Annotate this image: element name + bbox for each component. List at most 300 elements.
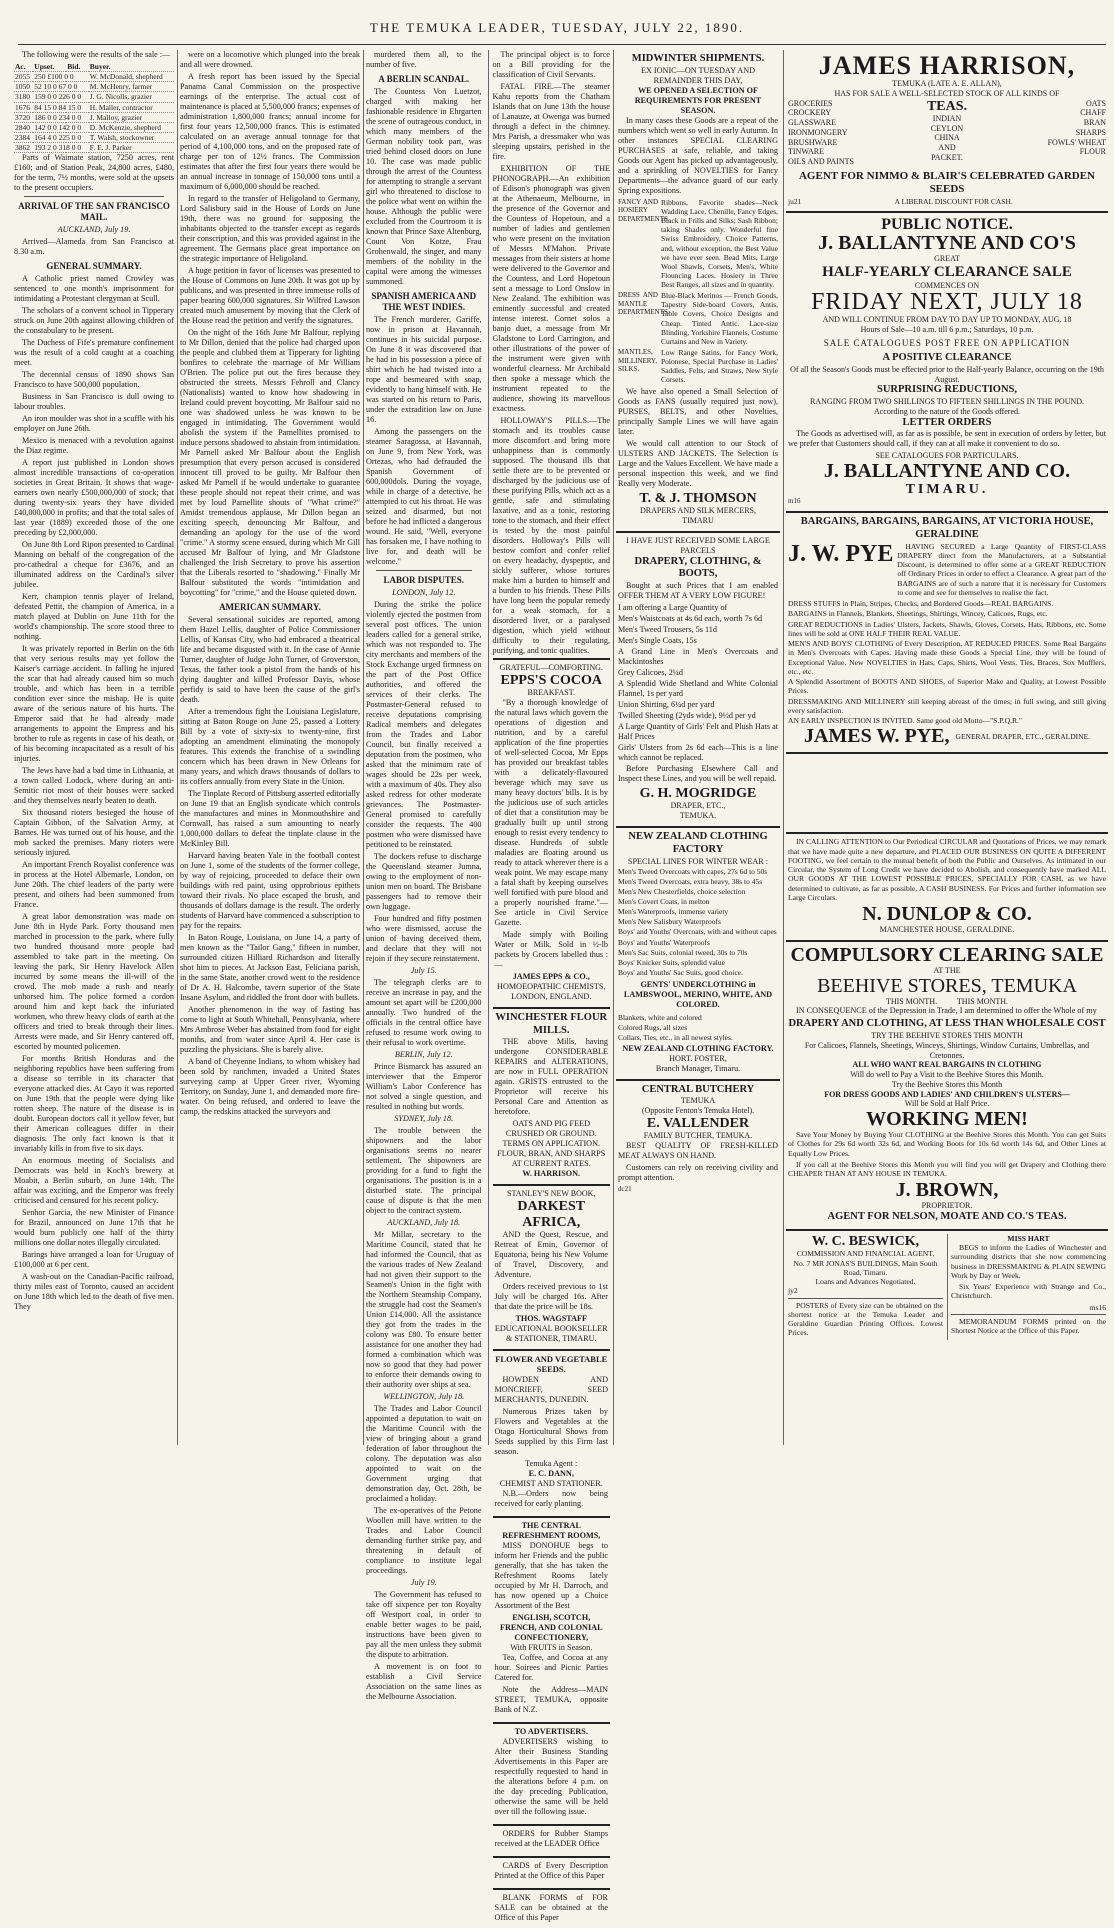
paragraph: The Trades and Labor Council appointed a deputation to wait on the Maritime Council with the view of bringing about a grand federation of labor throughout the colony. The deputation was also appointed to wait on the Government urging that demonstration day, Oct. 28th, be proclaimed a holiday. (366, 1403, 482, 1503)
list-item: CHINA (934, 133, 960, 143)
ad-code: dc21 (618, 1184, 632, 1193)
ad-line: TIMARU. (905, 482, 989, 498)
rubber-stamps-ad (493, 1824, 610, 1854)
product-grid (788, 99, 1106, 167)
ad-body: In many cases these Goods are a repeat of the numbers which went so well in early Autumn. In other instances SPECIAL CLEARING PURCHASES at safe, reliable, and taking Goods our Agent has picked up advantageously, and a sprinkling of NOVELTIES for Fancy Departments—the advance guard of our early Spring expositions. (618, 115, 778, 195)
paragraph: were on a locomotive which plunged into the break and all were drowned. (180, 50, 360, 69)
paragraph: In regard to the transfer of Heligoland to Germany, Lord Salisbury said in the House of Lords on June 19th, there was no ground for supposing the inhabitants objected to the transfer except as regards their conscription, and this was provided against in the agreement. The Germans place great importance on the strategic importance of Heligoland. (180, 194, 360, 263)
paragraph: An enormous meeting of Socialists and Democrats was held in Koch's brewery at Moabit, a Berlin suburb, on June 14th. The affair was exciting, and the Emperor was freely criticised and censured for his recent policy. (14, 1156, 174, 1206)
cell: F. E. J. Parker (89, 143, 174, 153)
list-item: A Splendid Assortment of BOOTS AND SHOES, of Superior Make and Quality, at Lowest Possible Prices. (788, 677, 1106, 696)
divider (376, 570, 472, 571)
ad-line: THIS MONTH. THIS MONTH. (885, 996, 1009, 1006)
list-item: Men's New Salisbury Waterproofs (618, 917, 721, 927)
cell: 193 2 0 318 0 0 (33, 143, 88, 153)
paragraph: Barings have arranged a loan for Uruguay of £100,000 at 6 per cent. (14, 1250, 174, 1270)
ad-line: FOR DRESS GOODS AND LADIES' AND CHILDREN'S ULSTERS— (824, 1089, 1070, 1099)
list-item: Men's Single Coats, 15s (618, 636, 697, 646)
paragraph: A wash-out on the Canadian-Pacific railroad, thirty miles east of Toronto, caused an accident on June 18th which led to the death of five men. They (14, 1272, 174, 1312)
ad-line: Hours of Sale—10 a.m. till 6 p.m.; Saturdays, 10 p.m. (860, 325, 1034, 335)
list-item: CROCKERY (788, 108, 832, 118)
list-item: AN EARLY INSPECTION IS INVITED. Same good old Motto—"S.P.Q.R." (788, 716, 1023, 726)
ad-name: J. BROWN, (895, 1179, 999, 1202)
list-item: A Large Quantity of Girls' Felt and Plush Hats at Half Prices (618, 722, 778, 742)
ad-title: FLOWER AND VEGETABLE SEEDS. (495, 1354, 608, 1375)
ad-title: BARGAINS, BARGAINS, BARGAINS, AT VICTORIA HOUSE, GERALDINE (800, 516, 1094, 540)
list-item: AND (938, 143, 956, 153)
ad-subtitle: BREAKFAST. (527, 688, 575, 698)
midwinter-shipments-ad (616, 50, 780, 529)
ad-body: IN CALLING ATTENTION to Our Periodical CIRCULAR and Quotations of Prices, we may remark that we have made quite a new departure, and PLACED OUR BUSINESS ON QUITE A DIFFERENT FOOTING, we feel certain to the mutual benefit of both the Public and Ourselves. As intimated in our Circular, the System of Long Credit we have decided to Abolish, and consequently have marked ALL OUR GOODS AT THE LOWEST POSSIBLE PRICES, SPECIALLY FOR CASH, as we have determined to cultivate, as far as possible, A CASH BUSINESS. For Prices and further information see Large Circulars. (788, 837, 1106, 902)
ad-title: WORKING MEN! (866, 1108, 1028, 1131)
ad-title: CENTRAL BUTCHERY (641, 1083, 755, 1095)
table-row (14, 143, 174, 153)
table-header: Ac. (14, 62, 33, 72)
ad-line: With FRUITS in Season. (510, 1642, 593, 1652)
paragraph: The Duchess of Fife's premature confinement was the result of a cold caught at a coaching meet. (14, 338, 174, 368)
paragraph: The dockers refuse to discharge the Queensland steamer Jumna, owing to the employment of non-union men on board. The Brisbane passengers had to remove their own luggage. (366, 851, 482, 911)
ad-tagline: STANLEY'S NEW BOOK, (507, 1189, 596, 1199)
list-item: A Splendid Wide Shetland and White Colonial Flannel, 1s per yard (618, 679, 778, 699)
paragraph: The Countess Von Luetzot, charged with making her fashionable residence in Ehrgarten the scene of outrageous conduct, in which many members of the German nobility took part, was tried behind closed doors on June 10. The case was made public through the arrest of the Countess for attempting to strangle a servant girl who threatened to disclose to the police what went on within the house. Although the public were excluded from the Courtroom it is known that Prince Saxe Altenburg, Count Von Kotze, Frau Grohenwald, the singer, and many members of the nobility in the capital were among the witnesses summoned. (366, 86, 482, 286)
paragraph: A movement is on foot to establish a Civil Service Association on the same lines as the Melbourne Association. (366, 1661, 482, 1701)
department-label: MANTLES, MILLINERY, SILKS. (618, 348, 657, 374)
nz-clothing-factory-ad (616, 826, 780, 1077)
ad-body: Customers can rely on receiving civility and prompt attention. (618, 1162, 778, 1182)
ad-body: "By a thorough knowledge of the natural laws which govern the operations of digestion and nutrition, and by a careful application of the fine properties of well-selected Cocoa, Mr Epps has provided our breakfast tables with a delicately-flavoured beverage which may save us many heavy doctors' bills. It is by the judicious use of such articles of diet that a constitution may be gradually built up until strong enough to resist every tendency to disease. Hundreds of subtle maladies are floating around us ready to attack wherever there is a weak point. We may escape many a fatal shaft by keeping ourselves well fortified with pure blood and a properly nourished frame."—See article in Civil Service Gazette. (494, 697, 608, 927)
seeds-ad (493, 1349, 610, 1514)
cell: J. G. Nicolls, grazier (89, 92, 174, 102)
ad-title: TO ADVERTISERS. (514, 1726, 588, 1736)
ad-name: E. VALLENDER (646, 1115, 750, 1131)
ad-title: N. DUNLOP & CO. (862, 903, 1032, 926)
list-item: Boys' and Youths' Overcoats, with and without capes (618, 927, 777, 937)
victoria-house-ad (786, 511, 1108, 750)
ad-body: Tea, Coffee, and Cocoa at any hour. Soirees and Picnic Parties Catered for. (494, 1652, 608, 1682)
paragraph: A Catholic priest named Crowley was sentenced to one month's imprisonment for intimidating a Protestant clergyman at Scull. (14, 274, 174, 304)
ad-body: MISS DONOHUE begs to inform her Friends and the public generally, that she has taken the Refreshment Rooms lately occupied by Mr H. Darroch, and has now opened up a Choice Assortment of the Best (494, 1540, 608, 1610)
list-item: Twilled Sheeting (2yds wide), 9½d per yd (618, 711, 756, 721)
list-item: Girls' Ulsters from 2s 6d each—This is a line which cannot be replaced. (618, 743, 778, 763)
ad-body: CARDS of Every Description Printed at the Office of this Paper (494, 1860, 608, 1880)
column-divider (177, 50, 178, 1445)
table-row (14, 102, 174, 112)
ad-title: DRAPERY, CLOTHING, & BOOTS, (634, 555, 762, 580)
department-label: FANCY AND HOSIERY DEPARTMENTS. (618, 197, 670, 223)
cell: 1676 (14, 102, 33, 112)
ad-line: Will be Sold at Half Price. (904, 1099, 990, 1109)
cell: 84 15 0 84 15 0 (33, 102, 88, 112)
paragraph: In Baton Rouge, Louisiana, on June 14, a party of men known as the "Tailor Gang," fifteen in number, surrounded citizen Hilliard Richardson and literally shot him to pieces. At Jackson East, Feliciana parish, in the same State, another crowd went to the residence of Dr A. H. Halcombe, tavern superior of the State Insane Asylum, and riddled the front door with bullets. (180, 932, 360, 1002)
paragraph: FATAL FIRE.—The steamer Kahu reports from the Chatham Islands that on June 13th the house of Lanauze, at Owenga was burned through a defect in the chimney. Mrs Parish, a dressmaker who was sleeping upstairs, perished in the fire. (492, 82, 610, 161)
ad-title: AFRICA, (522, 1214, 581, 1230)
column-3a (366, 50, 482, 1701)
paragraph: Prince Bismarck has assured an interviewer that the Emperor William's Labor Conference has not solved a single question, and resulted in nothing but words. (366, 1061, 482, 1111)
table-header-row (14, 62, 174, 72)
ad-line: AND WILL CONTINUE FROM DAY TO DAY UP TO MONDAY, AUG. 18 (822, 315, 1072, 325)
ad-sign: W. HARRISON. (522, 1169, 581, 1179)
table-row (14, 112, 174, 122)
ad-line: TIMARU (682, 515, 714, 525)
cell: 3180 (14, 92, 33, 102)
list-item: Boys' and Youths' Waterproofs (618, 937, 710, 947)
ad-line: OATS AND PIG FEED CRUSHED OR GROUND. (505, 1119, 597, 1139)
ad-body: ORDERS for Rubber Stamps received at the LEADER Office (494, 1828, 608, 1848)
ad-line: PROPRIETOR. (921, 1201, 973, 1211)
paragraph: A report just published in London shows almost incredible transactions of co-operation societies in Great Britain. It shows that wage-earners own nearly £500,000,000 of stock; that during twenty-six years they have divided £40,000,000 in profits; and that the total sales of last year (1889) exceeded those of the one preceding by £2,000,000. (14, 458, 174, 538)
paragraph: Mr Millar, secretary to the Maritime Council, stated that he had informed the Council, that as the various trades of New Zealand had not given their support to the Seamen's Union in the fight with the Northern Steamship Company, the struggle had cost the Seamen's Union £14,000. All the assistance they got from the trades in the colony was £80. To ensure better assistance for one another they had formed a combination which was now so good that they had power to enforce their demands owing to their authority over ships at sea. (366, 1229, 482, 1389)
blank-space (786, 752, 1108, 830)
ad-title: J. BALLANTYNE AND CO'S (818, 232, 1076, 255)
list-item: DRESSMAKING AND MILLINERY still keeping abreast of the times; in full swing, and still giving every satisfaction. (788, 696, 1106, 715)
list-item: SHARPS (1075, 127, 1106, 137)
department-text: Low Range Satins, for Fancy Work, Polonese, Special Purchase in Ladies' Saddles, Felts, and Straws, New Style Corsets. (661, 348, 778, 385)
ad-body: Made simply with Boiling Water or Milk. Sold in ½-lb packets by Grocers labelled thus :— (494, 929, 608, 969)
ad-sign: THOS. WAGSTAFF (515, 1314, 588, 1324)
ad-title: G. H. MOGRIDGE (639, 786, 757, 802)
table-row (14, 122, 174, 132)
ad-line: Try the Beehive Stores this Month (891, 1079, 1003, 1089)
ad-title: EPPS'S COCOA (500, 672, 603, 688)
ad-line: Will do well to Pay a Visit to the Beehive Stores this Month. (850, 1070, 1044, 1080)
cell: 2840 (14, 122, 33, 132)
dunlop-ad (786, 832, 1108, 938)
ad-title: JAMES HARRISON, (818, 51, 1076, 80)
ad-line: HAS FOR SALE A WELL-SELECTED STOCK OF ALL KINDS OF (834, 88, 1060, 98)
column-4 (616, 50, 780, 1445)
column-divider (613, 50, 614, 1445)
list-item: Men's Tweed Overcoats with capes, 27s 6d to 50s (618, 866, 768, 876)
ad-line: SPECIAL LINES FOR WINTER WEAR : (627, 856, 769, 866)
sale-intro: The following were the results of the sale :— (22, 50, 171, 59)
article-heading: LABOR DISPUTES. (383, 574, 465, 585)
department-row (618, 348, 778, 385)
ad-sign: HORT. FOSTER, (669, 1053, 727, 1063)
masthead (0, 0, 1114, 46)
article-heading: AMERICAN SUMMARY. (219, 602, 321, 612)
ad-line: SALE CATALOGUES POST FREE ON APPLICATION (823, 337, 1071, 348)
table-header: Buyer. (89, 62, 174, 72)
ad-line: No. 7 MR JONAS'S BUILDINGS, Main South Road, Timaru. (793, 1258, 938, 1277)
column-2 (180, 50, 360, 1445)
ad-line: TRY THE BEEHIVE STORES THIS MONTH (871, 1031, 1023, 1041)
list-item: Collars, Ties, etc., in all newest styles. (618, 1033, 733, 1043)
list-item: DRESS STUFFS in Plain, Stripes, Checks, and Bordered Goods—REAL BARGAINS. (788, 599, 1054, 609)
paragraph: The ex-operatives of the Petone Woollen mill have written to the Trades and Labor Council demanding further strike pay, and threatening in default of compliance to institute legal proceedings. (366, 1505, 482, 1575)
list-item: Men's Covert Coats, in melton (618, 897, 710, 906)
paragraph: The scholars of a convent school in Tipperary struck on June 20th against allowing children of the constabulary to be present. (14, 306, 174, 336)
drapery-parcels-ad (616, 531, 780, 824)
list-item: Colored Rugs, all sizes (618, 1023, 688, 1033)
list-item: OATS (1085, 98, 1106, 108)
ad-line: (Opposite Fenton's Temuka Hotel). (641, 1106, 755, 1116)
ad-title: T. & J. THOMSON (639, 490, 757, 506)
cell: 164 4 0 225 0 0 (33, 132, 88, 142)
dateline: AUCKLAND, July 19. (57, 225, 131, 235)
list-item: Grey Calicoes, 2¼d (618, 668, 684, 678)
ad-title: AGENT FOR NIMMO & BLAIR'S CELEBRATED GARDEN SEEDS (798, 169, 1095, 196)
ad-firm: JAMES EPPS & CO., (512, 971, 590, 981)
refreshment-rooms-ad (493, 1516, 610, 1720)
list-item: Men's Sac Suits, colonial tweed, 30s to 70s (618, 947, 748, 957)
paragraph: The trouble between the shipowners and the labor organisations seems no nearer settlement. The shipowners are providing for a fund to fight the organisations. The position is in a disturbed state. The principal cause of dispute is that the men object to the contract system. (366, 1125, 482, 1215)
list-item: I am offering a Large Quantity of (618, 603, 728, 613)
list-item: CEYLON (930, 123, 964, 133)
list-item: FLOUR (1079, 147, 1106, 157)
ad-title: J. BALLANTYNE AND CO. (823, 460, 1071, 483)
list-item: Men's New Chesterfields, choice selection (618, 886, 746, 896)
ad-title: W. C. BESWICK, (811, 1233, 920, 1249)
paragraph: Senhor Garcia, the new Minister of Finance for Brazil, announced on June 17th that he would burn publicly one half of the thirty millions one dollar notes illegally circulated. (14, 1208, 174, 1248)
list-item: BRAN (1083, 118, 1106, 127)
column-5 (786, 50, 1108, 1445)
ad-line: FAMILY BUTCHER, TEMUKA. (643, 1131, 753, 1141)
ad-line: WE OPENED A SELECTION OF REQUIREMENTS FOR PRESENT SEASON. (634, 85, 762, 115)
ad-line: ALL WHO WANT REAL BARGAINS IN CLOTHING (852, 1060, 1042, 1070)
paragraph: After a tremendous fight the Louisiana Legislature, sitting at Baton Rouge on June 25, passed a Lottery Bill by a vote of sixty-six to twenty-nine, first adopting an amendment eliminating the monopoly features. This extends the franchise of a swindling concern which has been drawn in New Orleans for many years, and which draws thousands of dollars to its coffers annually from every State in the Union. (180, 706, 360, 786)
list-item: FOWLS' WHEAT (1047, 137, 1106, 147)
list-item: BRUSHWARE (788, 137, 838, 147)
flour-mills-ad (493, 1007, 610, 1183)
column-divider (363, 50, 364, 1445)
table-header: Bid. (66, 62, 89, 72)
ad-line: SEE CATALOGUES FOR PARTICULARS. (875, 451, 1019, 461)
paragraph: The Jews have had a bad time in Lithuania, at a town called Lodock, where during an anti-Semitic riot most of their houses were sacked and they themselves nearly beaten to death. (14, 766, 174, 806)
cell: 3862 (14, 143, 33, 153)
masthead-rule (18, 44, 1106, 45)
ad-subtitle: SURPRISING REDUCTIONS, (876, 384, 1018, 396)
ad-line: AT CURRENT RATES. (511, 1159, 591, 1169)
cell: 3720 (14, 112, 33, 122)
darkest-africa-ad (493, 1184, 610, 1347)
beehive-stores-ad (786, 940, 1108, 1227)
paragraph: The Government has refused to take off sixpence per ton Royalty off Westport coal, in order to enable better wages to be paid, instructions have been given to pay all the men unless they submit the dispute to arbitration. (366, 1589, 482, 1659)
ad-line: CHEMIST AND STATIONER. (499, 1478, 603, 1488)
ad-body: BEGS to inform the Ladies of Winchester and surrounding districts that she now commencing business in DRESSMAKING & PLAIN SEWING Work by Day or Week. (951, 1243, 1106, 1280)
cell: 52 10 0 67 0 0 (33, 82, 88, 92)
list-item: Union Shirting, 6¼d per yard (618, 700, 715, 710)
ad-line: DRAPERS AND SILK MERCERS, (639, 506, 757, 515)
ad-sign: Branch Manager, Timaru. (655, 1063, 741, 1073)
list-item: IRONMONGERY (788, 127, 848, 137)
cell: J. Malloy, grazier (89, 112, 174, 122)
ad-name: J. W. PYE (788, 540, 894, 567)
column-3b (488, 50, 610, 1922)
paragraph: A band of Cheyenne Indians, to whom whiskey had been sold by ranchmen, invaded a United States surveying camp at Upper Greer river, Wyoming Territory, on Sunday, June 1, and demanded more fire-water. On being refused, and ordered to leave the camp, the redskins attacked the surveyors and (180, 1056, 360, 1116)
paragraph: Mexico is menaced with a revolution against the Diaz regime. (14, 436, 174, 456)
list-item: BARGAINS in Flannels, Blankets, Sheetings, Shirtings, Wincey, Calicoes, Rugs, etc. (788, 609, 1048, 619)
list-item: GLASSWARE (788, 118, 837, 127)
dateline: LONDON, July 12. (392, 587, 456, 597)
dateline: July 15. (410, 965, 437, 975)
dateline: AUCKLAND, July 18. (387, 1217, 461, 1227)
ad-line: RANGING FROM TWO SHILLINGS TO FIFTEEN SHILLINGS IN THE POUND. (809, 397, 1085, 407)
advertisers-notice (493, 1722, 610, 1822)
paragraph: On the night of the 16th June Mr Balfour, replying to Mr Dillon, denied that the police had charged upon the people and clubbed them at Tipperary for lighting bonfires to celebrate the marriage of Mr William O'Brien. The police put out the fires because they obstructed the streets. Messrs Fehroll and Clancy (Nationalists) wanted to know how shadowing in Ireland could prevent boycotting. Mr Balfour said no one was shadowed unless he was known to be engaged in intimidating. The Government would abolish the system if the Parnellites promised to induce persons shadowed to abstain from intimidation. Mr Parnell asked Mr Balfour about the English presumption that every person accused is considered innocent till proved to be guilty. Mr Balfour then asked Mr Parnell if he would undertake to guarantee these people should not repeat their crime, and was met by loud Parnellite shouts of "What crime?" Amidst tremendous applause, Mr Dillon began an exciting speech, denouncing Mr Balfour, and demanding an apology for the use of the word "crime." A stormy scene ensued, during which Mr Gill accused Mr Balfour of lying, and Mr Gladstone challenged the Irish Secretary to prove his assertion that the Liberals resorted to "shadowing." Finally Mr Balfour substituted the words "intimidation and boycotting" for "crime," and the House quieted down. (180, 328, 360, 597)
ad-body: Note the Address—MAIN STREET, TEMUKA, opposite Bank of N.Z. (494, 1684, 608, 1714)
table-header: Upset. (33, 62, 66, 72)
list-item: Men's Waterproofs, immense variety (618, 907, 729, 917)
list-item: CHAFF (1080, 108, 1106, 118)
bottom-ads-row (786, 1229, 1108, 1343)
ad-body: Before Purchasing Elsewhere Call and Inspect these Lines, and you will be well repaid. (618, 764, 778, 784)
ad-body: Orders received previous to 1st July will be charged 16s. After that date the price will be 18s. (494, 1282, 608, 1312)
paragraph: murdered them all, to the number of five. (366, 50, 482, 69)
ad-title: BEEHIVE STORES, TEMUKA (817, 974, 1077, 997)
paragraph: HOLLOWAY'S PILLS.—The stomach and its troubles cause more discomfort and bring more unhappiness than is commonly supposed. The thousand ills that settle there are to be prevented or discharged by the judicious use of these purifying Pills, which act as a gentle, safe and stimulating laxative, and as a tonic, restoring tone to the stomach, and their effect is tested by the most painful disorders. Holloway's Pills will bestow comfort and confer relief on every headachy, dyspeptic, and sickly sufferer, whose tortures make him a burden to himself and a burden to his friends. These Pills have long been the popular remedy for a weak stomach, for a disordered liver, or a paralysed digestion, which yield without difficulty to their regulating, purifying, and tonic qualities. (492, 416, 610, 655)
paragraph: A fresh report has been issued by the Special Panama Canal Commission on the prospective earnings of the enterprise. The actual cost of maintenance is placed at 5,500,000 francs; expenses of administration 1,800,000 francs; annual income for first four years 12,500,000 francs. This is estimated calculated on an average annual tonnage for that period of 4,100,000 tons, and on the proposed rate of charge per ton of 12½ francs. The Commission estimates that after the first four years there would be an annual increase in tonnage of 150,000 tons until a maximum of 6,000,000 should be reached. (180, 72, 360, 191)
ad-line: Loans and Advances Negotiated. (815, 1277, 916, 1287)
ad-body: Six Years' Experience with Strange and Co., Christchurch. (951, 1282, 1106, 1301)
column-3 (366, 50, 610, 1922)
ad-sign: EDUCATIONAL BOOKSELLER & STATIONER, TIMARU. (494, 1324, 608, 1344)
ad-title: MISS HART (1007, 1233, 1050, 1243)
ad-body: HAVING SECURED a Large Quantity of FIRST-CLASS DRAPERY direct from the Manufacturers, at a Substantial Discount, is determined to offer some at a GREAT REDUCTION off Ordinary Prices in order to effect a Clearance. A great part of the BARGAINS are of such a nature that it is necessary for Customers to come and see for themselves to realise the fact. (897, 541, 1106, 597)
ad-body: If you call at the Beehive Stores this Month you will find you will get Drapery and Clothing there CHEAPER THAN AT ANY HOUSE IN TEMUKA. (788, 1159, 1106, 1179)
ad-line: NEW ZEALAND CLOTHING FACTORY. (622, 1043, 774, 1053)
ad-title: DARKEST (517, 1199, 586, 1215)
ad-line: MANCHESTER HOUSE, GERALDINE. (879, 925, 1015, 935)
list-item: A Grand Line in Men's Overcoats and Mackintoshes (618, 647, 778, 667)
ad-subtitle: DRAPERY AND CLOTHING, AT LESS THAN WHOLESALE COST (788, 1018, 1106, 1030)
paragraph: It was privately reported in Berlin on the 6th that very serious results may yet follow the Kaiser's carriage accident. In falling he injured the scar that had already caused him so much trouble, and which has been in a terrible condition ever since the mishap. He is quite aware of the serious nature of his hurts. The Emperor said that he had already made arrangements to appoint the Empress and his brother to rule as regents in case of his death, or of his becoming incapacitated as a result of his injuries. (14, 644, 174, 764)
ad-line: GENTS' UNDERCLOTHING in LAMBSWOOL, MERINO, WHITE, AND COLORED. (623, 980, 773, 1010)
ad-line: TEMUKA (LATE A. E. ALLAN), (892, 79, 1002, 88)
ad-line: ENGLISH, SCOTCH, FRENCH, AND COLONIAL CONFECTIONERY, (499, 1612, 603, 1642)
paragraph: EXHIBITION OF THE PHONOGRAPH.—An exhibition of Edison's phonograph was given at the Athenaeum, Melbourne, in the presence of the Governor and the Countess of Hopetoun, and a number of ladies and gentlemen who were present on the invitation of Messrs M'Mahon. Private messages from their sisters at home were delivered to the Governor and the Countess, and Lord Hopetoun sent a message to Lord Onslow in New Zealand. The exhibition was eminently successful and created intense interest. Cornet solos a banjo duet, a message from Mr Gladstone to Lord Carrington, and other illustrations of the power of the instrument were given with wonderful clearness. Mr Archibald then spoke a message which the instrument repeated to the audience, showing its marvellous exactness. (492, 164, 610, 413)
cell: 2055 (14, 72, 33, 82)
list-item: Boys' Knicker Suits, splendid value (618, 957, 725, 967)
article-heading: A BERLIN SCANDAL. (378, 74, 470, 84)
ad-body: IN CONSEQUENCE of the Depression in Trade, I am determined to offer the Whole of my (796, 1006, 1097, 1016)
ad-code: ju21 (788, 196, 802, 206)
ad-line: DRAPER, ETC., (670, 801, 726, 811)
paragraph: Four hundred and fifty postmen who were dismissed, accuse the union of having deceived them, and declare that they will not rejoin if they secure reinstatement. (366, 913, 482, 963)
cell: W. McDonald, shepherd (89, 72, 174, 82)
department-text: Blue-Black Merinos — French Goods, Tapestry Side-board Covers, Antis, Table Covers, Choice Designs and Cheap. Tinted Antic. Lace-size Blinding, Yorkshire Flannels, Costume Curtains and New in Variety. (661, 291, 778, 346)
ad-body: Numerous Prizes taken by Flowers and Vegetables at the Otago Horticultural Shows from Seeds supplied by this Firm last season. (494, 1406, 608, 1456)
paragraph: For months British Honduras and the neighboring republics have been suffering from a disease so terrible in its character that everyone attacked dies. At Cayo it was reported on June 19th that the people were dying like rotten sheep. The nature of the disease is in doubt. European doctors call it yellow fever, but their American colleagues differ in their diagnosis. The only fact known is that it invariably kills in from five to six days. (14, 1054, 174, 1154)
paragraph: Several sensational suicides are reported, among them Hazel Lellis, daughter of Police Commissioner Lellis, of Kansas City, who had embraced a theatrical life and became disgusted with it. In the case of Annie Turner, daughter of Judge John Turner, of Groverston, Texas, the father took a pistol from the hands of his dying daughter and killed Professor Davis, whose perfidy is said to have been the cause of the girl's death. (180, 614, 360, 704)
table-row (14, 132, 174, 142)
ad-code: jy2 (788, 1286, 798, 1296)
paragraph: The decennial census of 1890 shows San Francisco to have 500,000 population. (14, 370, 174, 390)
ad-line: I HAVE JUST RECEIVED SOME LARGE PARCELS (626, 535, 770, 555)
paragraph: Among the passengers on the steamer Saragossa, at Havannah, on June 9, from New York, was Ortezas, who had defrauded the Spanish Government of 600,000dols. During the voyage, while in charge of a detective, he attempted to cut his throat. He was seized and disarmed, but not before he had inflicted a dangerous wound. He said, "Well, everyone has forsaken me, I have nothing to live for, and death will be welcome." (366, 426, 482, 566)
ballantyne-sale-ad (786, 211, 1108, 509)
cell: 2384 (14, 132, 33, 142)
cell: D. McKenzie, shepherd (89, 122, 174, 132)
cell: H. Maller, contractor (89, 102, 174, 112)
ad-title: PUBLIC NOTICE. (881, 215, 1013, 233)
list-item: GROCERIES (788, 98, 833, 108)
department-row (618, 198, 778, 289)
ad-body: POSTERS of Every size can be obtained on the shortest notice at the Temuka Leader and Geraldine Guardian Printing Offices. Lowest Prices. (788, 1298, 943, 1338)
paragraph: A huge petition in favor of licenses was presented to the House of Commons on June 20th. It was got up by publicans, and was presented in three immense rolls of paper bearing 600,000 signatures. Sir Wilfred Lawson created much amusement by moving that the Clerk of the House read the petition and verify the signatures. (180, 266, 360, 325)
dateline: July 19. (410, 1577, 437, 1587)
ad-body: We have also opened a Small Selection of Goods as FANS (usually required just now), PURSES, BELTS, and other Novelties, principally Sample Lines we will have again later. (618, 386, 778, 436)
paragraph: Another phenomenon in the way of fasting has come to light at South Whitehall, Pennsylvania, where Mrs Ambrose Weber has abstained from food for eight months, and from water since April 4. Her case is puzzling the physicians. She is barely alive. (180, 1004, 360, 1054)
ad-line: COMMENCES ON (914, 280, 980, 290)
list-item: Men's Waistcoats at 4s 6d each, worth 7s 6d (618, 614, 763, 624)
cards-ad (493, 1856, 610, 1886)
ad-body: THE above Mills, having undergone CONSIDERABLE REPAIRS and ALTERATIONS, are now in FULL OPERATION again. GRISTS entrusted to the Proprietor will receive his Personal Care and Attention as heretofore. (494, 1037, 608, 1117)
cell: 142 0 0 142 0 0 (33, 122, 88, 132)
dateline: WELLINGTON, July 18. (383, 1391, 465, 1401)
ad-body: Save Your Money by Buying Your CLOTHING at the Beehive Stores this Month. You can get Suits of Clothes for 29s 6d worth 32s 6d, and Working Boots for 10s 6d worth 14s 6d, and Other Lines at Equally Low Prices. (788, 1130, 1106, 1158)
article-heading: GENERAL SUMMARY. (46, 261, 142, 272)
list-item: TEAS. (926, 98, 968, 114)
table-row (14, 72, 174, 82)
ad-title: COMPULSORY CLEARING SALE (790, 943, 1104, 966)
ad-line: Of all the Season's Goods must be effected prior to the Half-yearly Balance, occurring on the 19th August. (790, 364, 1104, 384)
ad-subtitle: A POSITIVE CLEARANCE (882, 351, 1012, 363)
paragraph: The Tinplate Record of Pittsburg asserted editorially on June 19 that an English syndicate which controls the manufactures and mines in Monmouthshire and Cornwall, has raised a sum amounting to nearly 1,000,000 dollars to defeat the tinplate clause in the McKinley Bill. (180, 788, 360, 848)
cell: 250 £100 0 0 (33, 72, 88, 82)
ad-body: HOWDEN AND MONCRIEFF, SEED MERCHANTS, DUNEDIN. (494, 1374, 608, 1404)
ad-line: FLOUR, BRAN, AND SHARPS (497, 1149, 606, 1159)
paragraph: A great labor demonstration was made on June 8th in Hyde Park. Forty thousand men marched in procession to the park, where fully two hundred thousand more people had assembled to take part in the meeting. On leaving the park, Sir Henry Havelock Allen incurred by some means the ill-will of the crowd. The mob made a rush and nearly unhorsed him. The police formed a cordon around him and kept back the infuriated workmen, who threw heavy clods of earth at the officers and tried to break through their lines. Arrests were made, and Sir Henry cantered off, escorted by mounted policemen. (14, 912, 174, 1052)
paragraph: Arrived—Alameda from San Francisco at 8.30 a.m. (14, 237, 174, 257)
paragraph: Business in San Francisco is dull owing to labour troubles. (14, 392, 174, 412)
ad-line: AGENT FOR NELSON, MOATE AND CO.'S TEAS. (827, 1211, 1067, 1223)
department-label: DRESS AND MANTLE DEPARTMENTS. (618, 291, 670, 317)
ad-title: HALF-YEARLY CLEARANCE SALE (822, 264, 1072, 281)
epps-cocoa-ad (493, 658, 610, 1005)
ad-line: TEMUKA. (679, 811, 717, 821)
ad-body: N.B.—Orders now being received for early planting. (494, 1488, 608, 1508)
cell: 1050 (14, 82, 33, 92)
paragraph: Harvard having beaten Yale in the football contest on June 1, some of the students of the former college, by way of rejoicing, proceeded to deface their own buildings with red paint, using opprobrious epithets toward their rivals. No place escaped the brush, and thousands of dollars damage is the result. The orderly students of Harvard have commenced a subscription to pay for the repairs. (180, 850, 360, 930)
cell: M. McHenry, farmer (89, 82, 174, 92)
table-row (14, 82, 174, 92)
ad-body: BEST QUALITY OF FRESH-KILLED MEAT ALWAYS ON HAND. (618, 1140, 778, 1160)
ad-line: COMMISSION AND FINANCIAL AGENT, (796, 1249, 935, 1259)
list-item: GREAT REDUCTIONS in Ladies' Ulsters, Jackets, Shawls, Gloves, Corsets, Hats, Ribbons, etc. Some lines will be sold at ONE HALF THEIR REAL VALUE. (788, 619, 1106, 638)
paragraph: The French murderer, Gariffe, now in prison at Havannah, continues in his suicidal purpose. On June 8 it was discovered that he had in his possession a piece of shirt which he had twisted into a rope and besmeared with soap, evidently to hang himself with. He was started on his return to Paris, under the extradition law on June 16. (366, 314, 482, 424)
list-item: Men's Tweed Overcoats, extra heavy, 38s to 45s (618, 876, 763, 886)
ad-date: FRIDAY NEXT, JULY 18 (811, 289, 1083, 316)
dateline: SYDNEY, July 18. (394, 1113, 454, 1123)
ad-line: TERMS ON APPLICATION. (502, 1139, 601, 1149)
ad-sign: JAMES W. PYE, (803, 725, 950, 748)
ad-body: BLANK FORMS of FOR SALE can be obtained at the Office of this Paper (494, 1892, 608, 1922)
ad-title: WINCHESTER FLOUR MILLS. (495, 1011, 608, 1036)
ad-line: EX IONIC—ON TUESDAY AND REMAINDER THIS DAY, (640, 65, 756, 85)
miss-hart-ad (947, 1234, 1106, 1340)
ad-line: TEMUKA (680, 1096, 716, 1106)
article-heading: ARRIVAL OF THE SAN FRANCISCO MAIL. (18, 201, 170, 223)
blank-forms-ad (493, 1888, 610, 1928)
column-divider (783, 50, 784, 1445)
paragraph: Kerr, champion tennis player of Ireland, defeated Pettit, the champion of America, in a match played at Dublin on June 11th for the world's championship. The score stood three to nothing. (14, 592, 174, 642)
list-item: INDIAN (932, 113, 962, 123)
ad-firm: LONDON, ENGLAND. (511, 991, 592, 1001)
table-row (14, 92, 174, 102)
ad-title: THE CENTRAL REFRESHMENT ROOMS, (502, 1520, 601, 1540)
dateline: BERLIN, July 12. (394, 1049, 453, 1059)
list-item: Boys' and Youths' Sac Suits, good choice. (618, 967, 743, 977)
ad-code: ms16 (1089, 1302, 1106, 1312)
ad-line: For Calicoes, Flannels, Sheetings, Winceys, Shirtings, Window Curtains, Umbrellas, and Cretonnes. (804, 1040, 1090, 1060)
cell: 186 0 0 234 0 0 (33, 112, 88, 122)
paragraph: During the strike the police violently ejected the postmen from several post offices. The union leaders called for a general strike, which was not responded to. The city merchants and members of the Stock Exchange urged firmness on the part of the Post Office authorities, and offered the services of their clerks. The Postmaster-General refused to receive deputations comprising Radical members and delegates from the Trades and Labor Council, but finally received a deputation from the postmen, who asked that the minimum rate of wages should be 22s per week, with a maximum of 40s. They also asked redress for other moderate grievances. The Postmaster-General promised to carefully consider the requests. The 400 postmen who were dismissed have petitioned to be reinstated. (366, 599, 482, 849)
list-item: Men's Tweed Trousers, 5s 11d (618, 625, 717, 635)
ad-tagline: GRATEFUL—COMFORTING. (499, 663, 603, 672)
ad-body: We would call attention to our Stock of ULSTERS AND JACKETS. The Selection is Large and the Values Excellent. We have made a personal inspection this week, and we find Really very Moderate. (618, 438, 778, 488)
divider (24, 196, 164, 197)
column-1 (14, 50, 174, 1445)
